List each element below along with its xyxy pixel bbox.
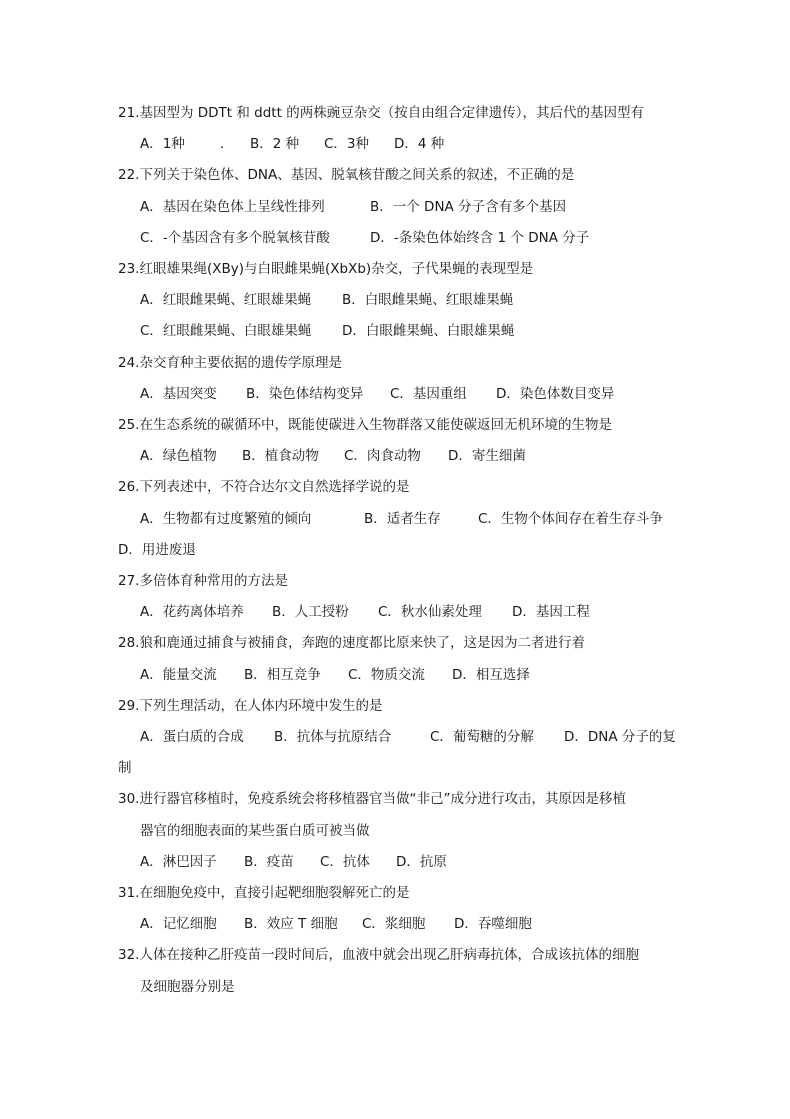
question-30-stem-continued: 器官的细胞表面的某些蛋白质可被当做: [140, 823, 370, 839]
option-d: D．-条染色体始终含 1 个 DNA 分子: [370, 230, 590, 246]
question-27-stem: 27.多倍体育种常用的方法是: [118, 573, 288, 589]
option-a: A．花药离体培养: [140, 604, 244, 620]
option-a: A．红眼雌果蝇、红眼雄果蝇: [140, 292, 312, 308]
option-a: A．绿色植物: [140, 448, 217, 464]
question-26-options: [140, 510, 663, 528]
option-c: C．基因重组: [390, 386, 467, 402]
option-a: A．淋巴因子: [140, 854, 217, 870]
question-24-stem: 24.杂交育种主要依据的遗传学原理是: [118, 355, 342, 371]
option-c: C．肉食动物: [344, 448, 421, 464]
question-32-stem-continued: 及细胞器分别是: [140, 979, 235, 995]
question-25-stem: 25.在生态系统的碳循环中，既能使碳进入生物群落又能使碳返回无机环境的生物是: [118, 417, 612, 433]
option-b: B．疫苗: [244, 854, 294, 870]
question-23-options-cd: [140, 322, 514, 340]
option-a: A．基因突变: [140, 386, 217, 402]
question-22-stem: 22.下列关于染色体、DNA、基因、脱氧核苷酸之间关系的叙述，不正确的是: [118, 167, 575, 183]
option-d: D．寄生细菌: [448, 448, 526, 464]
option-d: D．基因工程: [512, 604, 590, 620]
question-25-options: [140, 447, 526, 465]
option-b: B．植食动物: [242, 448, 319, 464]
option-d: D．白眼雌果蝇、白眼雄果蝇: [342, 323, 515, 339]
option-c: C．物质交流: [348, 667, 425, 683]
option-b: B．适者生存: [364, 511, 441, 527]
question-24-options: [140, 385, 614, 403]
option-b: B．相互竞争: [244, 667, 321, 683]
option-d: D．DNA 分子的复: [564, 729, 676, 745]
option-c: C．红眼雌果蝇、白眼雄果蝇: [140, 323, 312, 339]
option-c: C．浆细胞: [362, 916, 426, 932]
question-21-stem: 21.基因型为 DDTt 和 ddtt 的两株豌豆杂交（按自由组合定律遗传），其后代的基因型有: [118, 105, 644, 121]
option-b: B．白眼雌果蝇、红眼雄果蝇: [342, 292, 514, 308]
question-21-options: [140, 135, 444, 153]
option-a: A．记忆细胞: [140, 916, 217, 932]
option-d: D．相互选择: [452, 667, 530, 683]
option-d: D．染色体数目变异: [496, 386, 615, 402]
question-22-options-ab: [140, 198, 566, 216]
option-b: B．抗体与抗原结合: [274, 729, 392, 745]
option-b: B．效应 T 细胞: [244, 916, 338, 932]
option-b: B．人工授粉: [272, 604, 349, 620]
option-c: C．抗体: [320, 854, 370, 870]
stray-mark: ．: [220, 136, 234, 152]
option-b: B．一个 DNA 分子含有多个基因: [370, 199, 567, 215]
option-d: D．吞噬细胞: [454, 916, 532, 932]
option-d: D．抗原: [396, 854, 447, 870]
option-b: B．染色体结构变异: [246, 386, 364, 402]
option-a: A．1种: [140, 136, 185, 152]
option-c: C．秋水仙素处理: [378, 604, 482, 620]
question-23-options-ab: [140, 291, 513, 309]
option-d: D．4 种: [394, 136, 445, 152]
question-27-options: [140, 603, 590, 621]
question-29-option-d-wrap: 制: [118, 760, 132, 776]
question-28-stem: 28.狼和鹿通过捕食与被捕食，奔跑的速度都比原来快了，这是因为二者进行着: [118, 635, 585, 651]
option-c: C．3种: [324, 136, 370, 152]
question-28-options: [140, 666, 530, 684]
question-29-stem: 29.下列生理活动，在人体内环境中发生的是: [118, 698, 383, 714]
question-23-stem: 23.红眼雄果绳(XBy)与白眼雌果蝇(XbXb)杂交，子代果蝇的表现型是: [118, 261, 534, 277]
question-31-options: [140, 915, 532, 933]
question-29-options: [140, 728, 676, 746]
question-32-stem: 32.人体在接种乙肝疫苗一段时间后，血液中就会出现乙肝病毒抗体，合成该抗体的细胞: [118, 947, 639, 963]
option-c: C．葡萄糖的分解: [430, 729, 534, 745]
question-26-stem: 26.下列表述中，不符合达尔文自然选择学说的是: [118, 479, 410, 495]
question-30-stem: 30.进行器官移植时，免疫系统会将移植器官当做“非己”成分进行攻击，其原因是移植: [118, 791, 626, 807]
option-c: C．-个基因含有多个脱氧核苷酸: [140, 230, 330, 246]
option-a: A．基因在染色体上呈线性排列: [140, 199, 325, 215]
option-c: C．生物个体间存在着生存斗争: [478, 511, 663, 527]
question-26-option-d: D．用进废退: [118, 542, 196, 558]
option-a: A．蛋白质的合成: [140, 729, 244, 745]
question-22-options-cd: [140, 229, 589, 247]
option-a: A．能量交流: [140, 667, 217, 683]
option-b: B．2 种: [250, 136, 300, 152]
question-30-options: [140, 853, 447, 871]
question-31-stem: 31.在细胞免疫中，直接引起靶细胞裂解死亡的是: [118, 885, 410, 901]
option-a: A．生物都有过度繁殖的倾向: [140, 511, 312, 527]
